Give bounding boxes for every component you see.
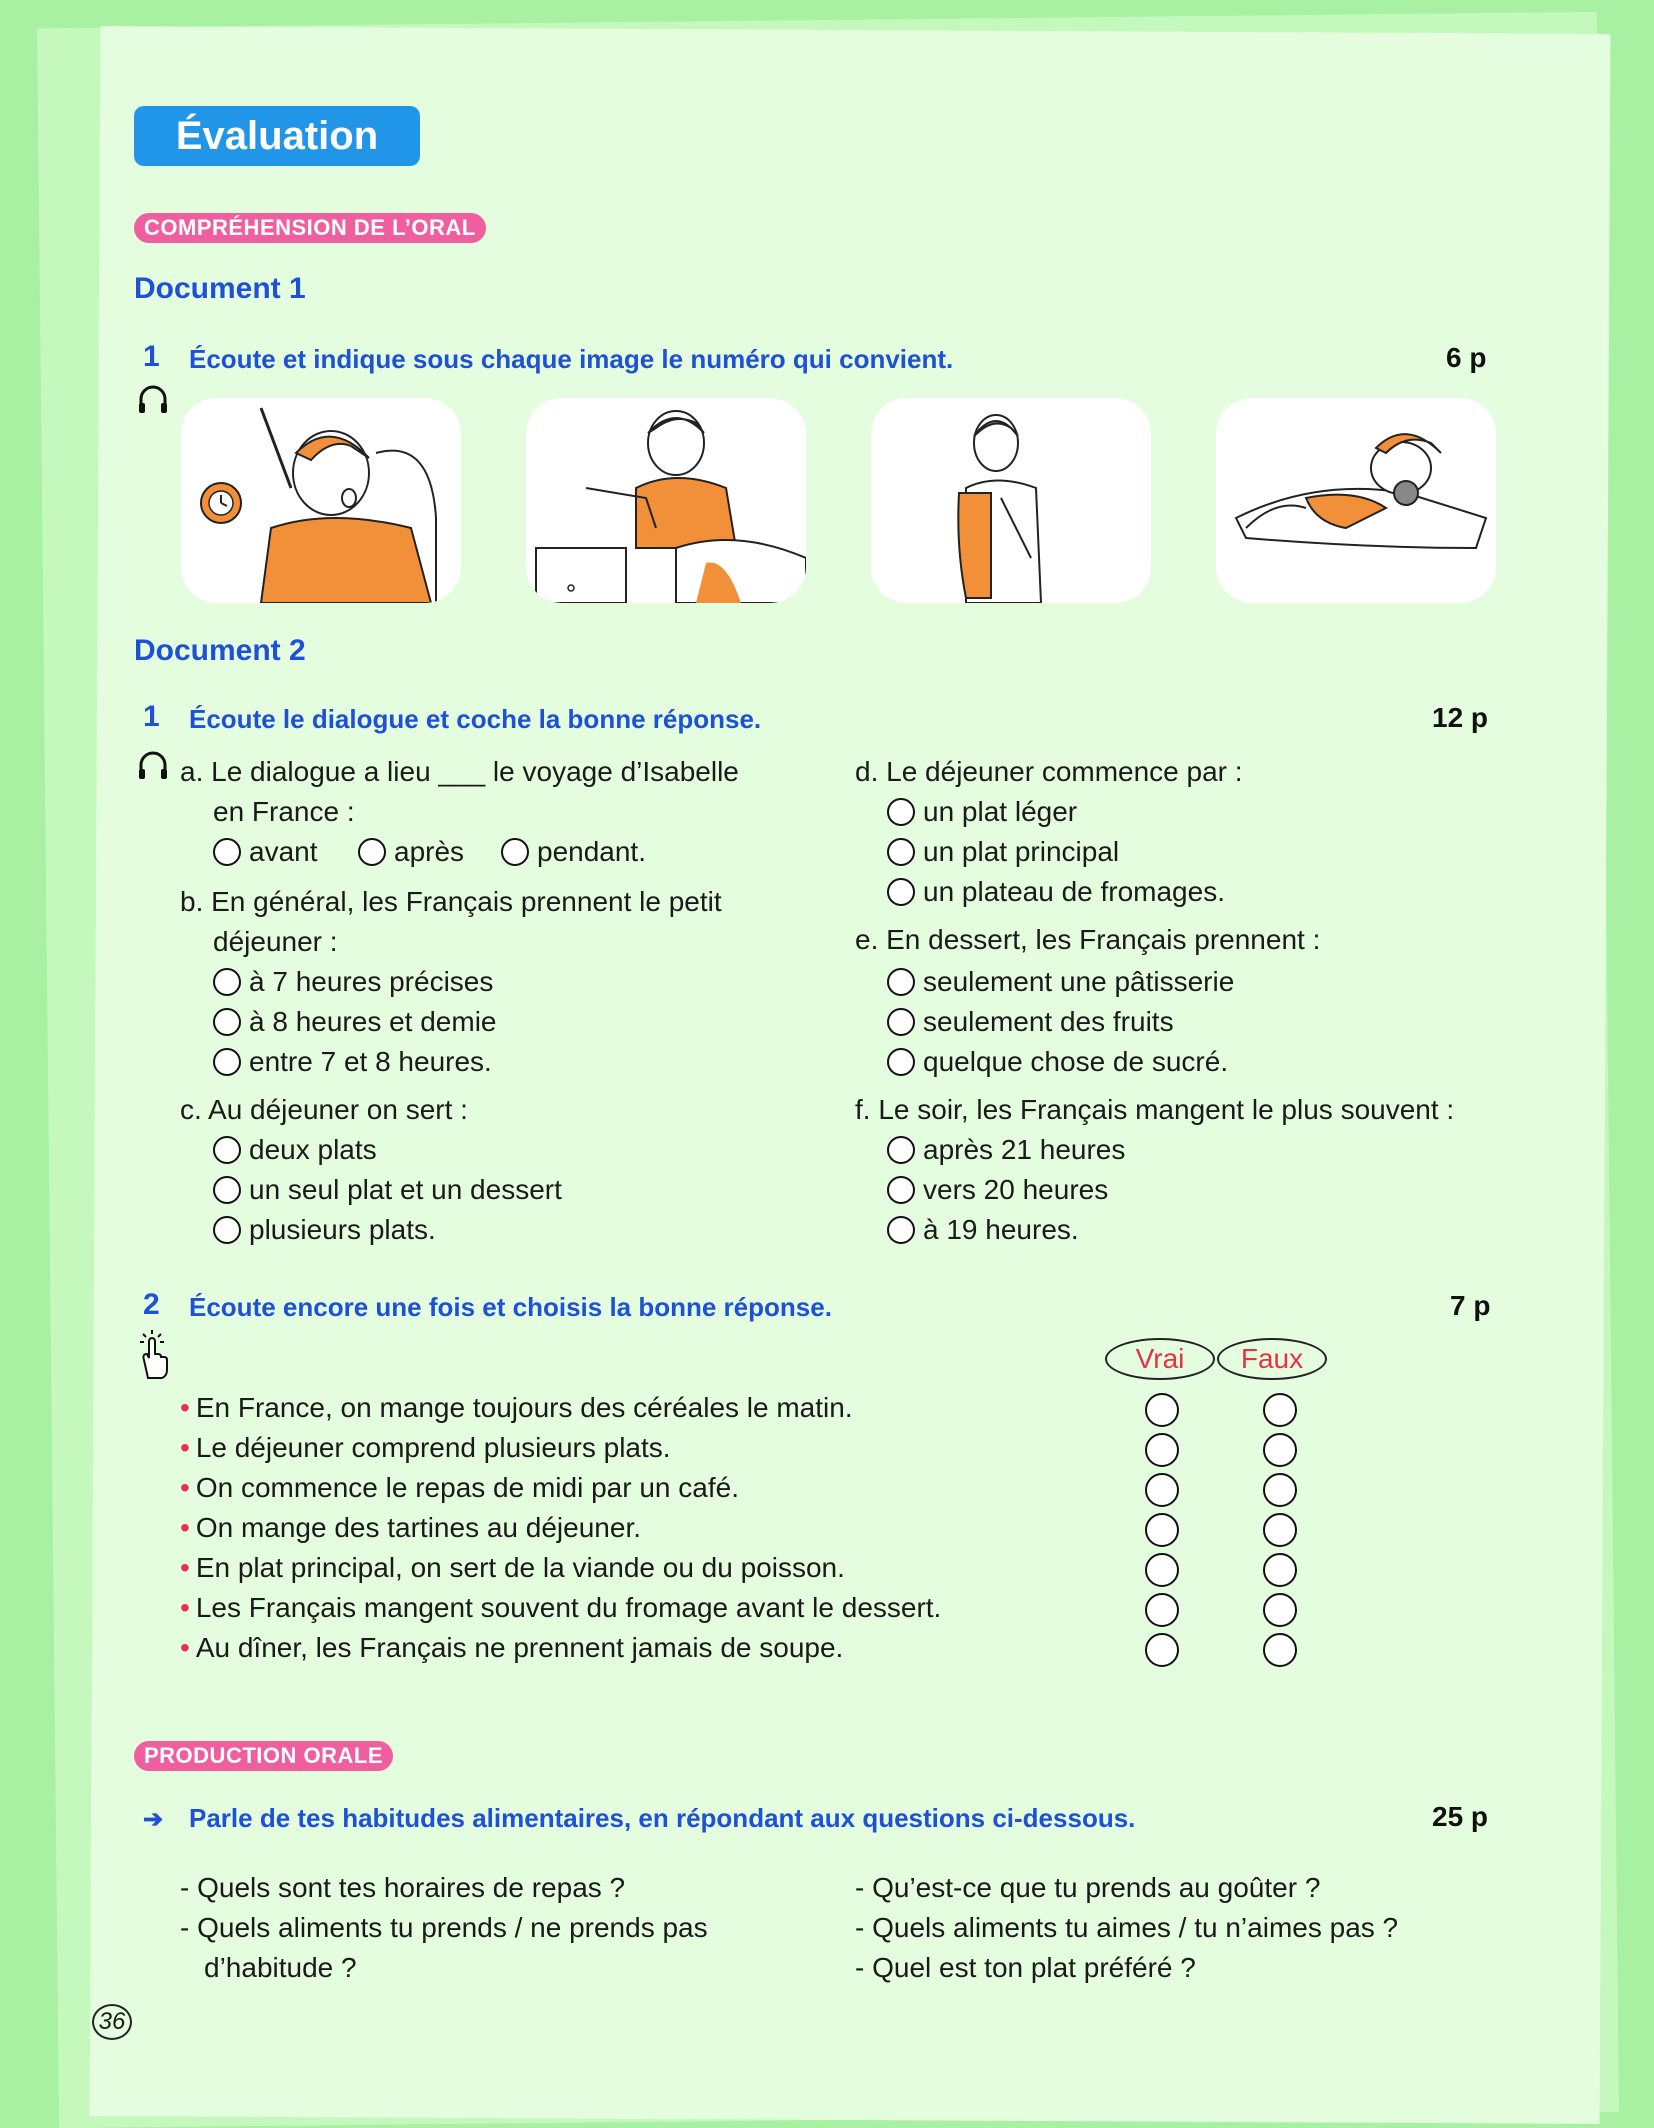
- option-label: à 19 heures.: [923, 1214, 1079, 1245]
- question-b: b. En général, les Français prennent le petit: [180, 886, 722, 917]
- option-d-1[interactable]: [887, 792, 1077, 832]
- option-f-3[interactable]: [887, 1210, 1079, 1250]
- page-title: Évaluation: [134, 106, 420, 166]
- faux-checkbox[interactable]: [1263, 1473, 1297, 1507]
- question-a: a. Le dialogue a lieu ___ le voyage d’Isabelle: [180, 756, 739, 787]
- radio-circle[interactable]: [213, 1008, 241, 1036]
- option-label: un seul plat et un dessert: [249, 1174, 562, 1205]
- faux-checkbox[interactable]: [1263, 1553, 1297, 1587]
- option-b-3[interactable]: [213, 1042, 492, 1082]
- faux-checkbox[interactable]: [1263, 1593, 1297, 1627]
- statement-text: Les Français mangent souvent du fromage avant le dessert.: [195, 1592, 942, 1623]
- option-a-pendant[interactable]: [501, 832, 646, 872]
- vrai-checkbox[interactable]: [1145, 1433, 1179, 1467]
- production-question: - Quels aliments tu aimes / tu n’aimes pas ?: [855, 1912, 1399, 1943]
- option-e-1[interactable]: [887, 962, 1234, 1002]
- option-c-1[interactable]: [213, 1130, 377, 1170]
- option-label: entre 7 et 8 heures.: [249, 1046, 492, 1077]
- exercise-instruction: Écoute et indique sous chaque image le numéro qui convient.: [189, 344, 954, 374]
- option-f-1[interactable]: [887, 1130, 1125, 1170]
- hand-tap-icon: [134, 1330, 174, 1385]
- radio-circle[interactable]: [213, 1136, 241, 1164]
- exercise-instruction: Écoute le dialogue et coche la bonne réponse.: [189, 704, 762, 734]
- radio-circle[interactable]: [887, 1008, 915, 1036]
- option-e-3[interactable]: [887, 1042, 1228, 1082]
- production-question: - Quels aliments tu prends / ne prends pas: [180, 1912, 708, 1943]
- faux-column-label: Faux: [1217, 1338, 1327, 1380]
- option-label: après: [394, 836, 465, 867]
- option-label: avant: [249, 836, 318, 867]
- statement-item: • En plat principal, on sert de la viande ou du poisson.: [180, 1552, 845, 1583]
- faux-checkbox[interactable]: [1263, 1513, 1297, 1547]
- radio-circle[interactable]: [887, 878, 915, 906]
- statement-item: • Le déjeuner comprend plusieurs plats.: [180, 1432, 671, 1463]
- radio-circle[interactable]: [887, 968, 915, 996]
- production-question-cont: d’habitude ?: [204, 1952, 357, 1983]
- radio-circle[interactable]: [887, 798, 915, 826]
- option-c-2[interactable]: [213, 1170, 562, 1210]
- statement-item: • En France, on mange toujours des céréales le matin.: [180, 1392, 853, 1423]
- production-question: - Quel est ton plat préféré ?: [855, 1952, 1196, 1983]
- radio-circle[interactable]: [213, 968, 241, 996]
- option-d-3[interactable]: [887, 872, 1225, 912]
- production-instruction: Parle de tes habitudes alimentaires, en répondant aux questions ci-dessous.: [189, 1803, 1136, 1833]
- radio-circle[interactable]: [887, 1136, 915, 1164]
- faux-checkbox[interactable]: [1263, 1433, 1297, 1467]
- option-a-apres[interactable]: [358, 832, 464, 872]
- radio-circle[interactable]: [887, 838, 915, 866]
- option-label: seulement une pâtisserie: [923, 966, 1235, 997]
- faux-checkbox[interactable]: [1263, 1393, 1297, 1427]
- option-f-2[interactable]: [887, 1170, 1108, 1210]
- statement-text: On commence le repas de midi par un café.: [195, 1472, 739, 1503]
- option-a-avant[interactable]: [213, 832, 318, 872]
- page-number: 36: [92, 2004, 132, 2040]
- statement-text: En France, on mange toujours des céréales le matin.: [195, 1392, 853, 1423]
- vrai-checkbox[interactable]: [1145, 1553, 1179, 1587]
- radio-circle[interactable]: [887, 1048, 915, 1076]
- option-label: quelque chose de sucré.: [923, 1046, 1229, 1077]
- question-e: e. En dessert, les Français prennent :: [855, 924, 1321, 955]
- points-label: 12 p: [1432, 702, 1489, 733]
- statement-text: Le déjeuner comprend plusieurs plats.: [195, 1432, 671, 1463]
- vrai-checkbox[interactable]: [1145, 1593, 1179, 1627]
- option-label: pendant.: [537, 836, 646, 867]
- vrai-checkbox[interactable]: [1145, 1473, 1179, 1507]
- exercise-number: 2: [143, 1288, 160, 1321]
- option-label: vers 20 heures: [923, 1174, 1109, 1205]
- vrai-column-label: Vrai: [1105, 1338, 1215, 1380]
- statement-item: • On commence le repas de midi par un café.: [180, 1472, 739, 1503]
- option-b-1[interactable]: [213, 962, 493, 1002]
- statement-item: • Au dîner, les Français ne prennent jamais de soupe.: [180, 1632, 844, 1663]
- option-b-2[interactable]: [213, 1002, 497, 1042]
- exercise-number: 1: [143, 700, 160, 733]
- radio-circle[interactable]: [213, 1216, 241, 1244]
- question-a-line2: en France :: [213, 796, 355, 827]
- option-label: plusieurs plats.: [249, 1214, 436, 1245]
- statement-text: On mange des tartines au déjeuner.: [195, 1512, 641, 1543]
- production-question: - Qu’est-ce que tu prends au goûter ?: [855, 1872, 1321, 1903]
- section-label-production: PRODUCTION ORALE: [134, 1741, 393, 1771]
- option-label: à 7 heures précises: [249, 966, 494, 997]
- option-label: seulement des fruits: [923, 1006, 1174, 1037]
- radio-circle[interactable]: [887, 1216, 915, 1244]
- option-label: un plat principal: [923, 836, 1120, 867]
- option-e-2[interactable]: [887, 1002, 1174, 1042]
- points-label: 6 p: [1446, 342, 1487, 373]
- radio-circle[interactable]: [887, 1176, 915, 1204]
- option-label: après 21 heures: [923, 1134, 1126, 1165]
- headphones-icon: [136, 748, 170, 787]
- exercise-number: 1: [143, 340, 160, 373]
- question-b-line2: déjeuner :: [213, 926, 338, 957]
- statement-item: • On mange des tartines au déjeuner.: [180, 1512, 641, 1543]
- points-label: 25 p: [1432, 1801, 1489, 1832]
- vrai-checkbox[interactable]: [1145, 1393, 1179, 1427]
- vrai-checkbox[interactable]: [1145, 1633, 1179, 1667]
- radio-circle[interactable]: [213, 1176, 241, 1204]
- exercise-instruction: Écoute encore une fois et choisis la bonne réponse.: [189, 1292, 832, 1322]
- production-question: - Quels sont tes horaires de repas ?: [180, 1872, 626, 1903]
- radio-circle[interactable]: [501, 838, 529, 866]
- option-c-3[interactable]: [213, 1210, 436, 1250]
- question-d: d. Le déjeuner commence par :: [855, 756, 1243, 787]
- option-label: à 8 heures et demie: [249, 1006, 497, 1037]
- statement-text: Au dîner, les Français ne prennent jamais de soupe.: [195, 1632, 844, 1663]
- statement-item: • Les Français mangent souvent du fromage avant le dessert.: [180, 1592, 942, 1623]
- option-label: un plateau de fromages.: [923, 876, 1225, 907]
- faux-checkbox[interactable]: [1263, 1633, 1297, 1667]
- illustration-waking-up: [181, 398, 461, 603]
- arrow-icon: ➔: [143, 1806, 164, 1833]
- section-label-comprehension: COMPRÉHENSION DE L’ORAL: [134, 213, 486, 243]
- document-2-title: Document 2: [134, 634, 306, 667]
- question-c: c. Au déjeuner on sert :: [180, 1094, 468, 1125]
- illustration-making-bed: [526, 398, 806, 603]
- illustration-listening-music: [1216, 398, 1496, 603]
- question-f: f. Le soir, les Français mangent le plus souvent :: [855, 1094, 1455, 1125]
- points-label: 7 p: [1450, 1290, 1491, 1321]
- headphones-icon: [136, 382, 170, 421]
- option-label: deux plats: [249, 1134, 377, 1165]
- option-label: un plat léger: [923, 796, 1078, 827]
- illustration-leaving-school: [871, 398, 1151, 603]
- radio-circle[interactable]: [213, 1048, 241, 1076]
- vrai-checkbox[interactable]: [1145, 1513, 1179, 1547]
- radio-circle[interactable]: [213, 838, 241, 866]
- document-1-title: Document 1: [134, 272, 306, 305]
- option-d-2[interactable]: [887, 832, 1119, 872]
- radio-circle[interactable]: [358, 838, 386, 866]
- statement-text: En plat principal, on sert de la viande ou du poisson.: [195, 1552, 845, 1583]
